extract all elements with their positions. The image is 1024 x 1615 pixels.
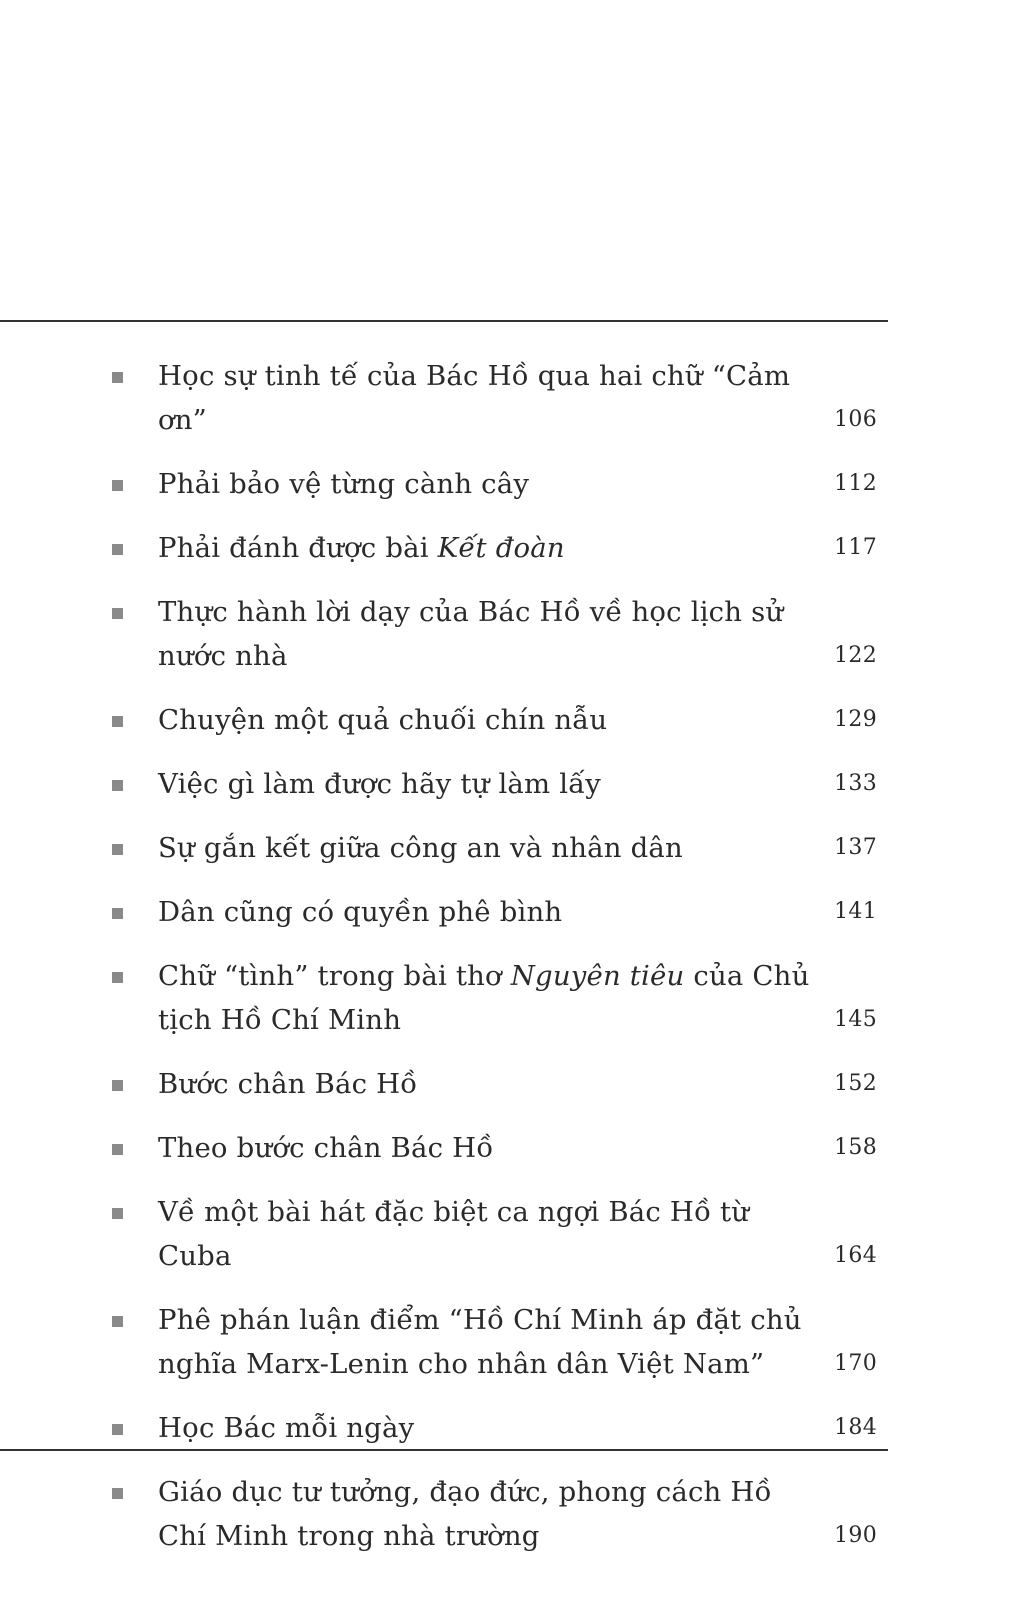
toc-entry-title <box>158 526 828 570</box>
toc-entry-title-text: Phê phán luận điểm “Hồ Chí Minh áp đặt chủ nghĩa Marx-Lenin cho nhân dân Việt Nam” <box>158 1304 802 1380</box>
toc-entry[interactable] <box>0 826 888 890</box>
toc-entry-title <box>158 1406 828 1450</box>
toc-entry-page-number: 152 <box>834 1071 877 1096</box>
toc-entry-page-number: 141 <box>834 899 877 924</box>
top-divider <box>0 320 888 322</box>
square-bullet-icon <box>112 780 123 791</box>
toc-entry-title-text: Thực hành lời dạy của Bác Hồ về học lịch sử nước nhà <box>158 596 784 672</box>
toc-entry-title <box>158 954 828 1042</box>
square-bullet-icon <box>112 1424 123 1435</box>
square-bullet-icon <box>112 972 123 983</box>
toc-entry-title-text: Bước chân Bác Hồ <box>158 1068 418 1100</box>
square-bullet-icon <box>112 1144 123 1155</box>
toc-entry-title <box>158 698 828 742</box>
toc-entry[interactable] <box>0 1406 888 1470</box>
toc-entry-title-text: Về một bài hát đặc biệt ca ngợi Bác Hồ từ Cuba <box>158 1196 750 1272</box>
square-bullet-icon <box>112 844 123 855</box>
toc-entry-page-number: 112 <box>834 471 877 496</box>
toc-entry[interactable] <box>0 1126 888 1190</box>
toc-entry[interactable] <box>0 698 888 762</box>
toc-entry-title <box>158 1062 828 1106</box>
toc-entry-page-number: 137 <box>834 835 877 860</box>
toc-entry-title-text: Giáo dục tư tưởng, đạo đức, phong cách Hồ Chí Minh trong nhà trường <box>158 1476 772 1552</box>
toc-entry-title-text: Học Bác mỗi ngày <box>158 1412 415 1444</box>
toc-entry-title-text: Chữ “tình” trong bài thơ <box>158 960 511 992</box>
toc-entry-page-number: 184 <box>834 1415 877 1440</box>
toc-entry-page-number: 145 <box>834 1007 877 1032</box>
toc-entry-title <box>158 890 828 934</box>
toc-entry-page-number: 106 <box>834 407 877 432</box>
toc-entry-title-text: Sự gắn kết giữa công an và nhân dân <box>158 832 683 864</box>
square-bullet-icon <box>112 1488 123 1499</box>
toc-entry-title <box>158 826 828 870</box>
toc-entry-title-text: Học sự tinh tế của Bác Hồ qua hai chữ “Cảm ơn” <box>158 360 791 436</box>
bottom-divider <box>0 1449 888 1451</box>
square-bullet-icon <box>112 608 123 619</box>
toc-entry-title <box>158 1190 828 1278</box>
square-bullet-icon <box>112 716 123 727</box>
toc-entry-title <box>158 462 828 506</box>
toc-entry-title <box>158 1126 828 1170</box>
toc-entry[interactable] <box>0 590 888 698</box>
table-of-contents <box>0 354 888 1578</box>
toc-entry-page-number: 122 <box>834 643 877 668</box>
toc-entry[interactable] <box>0 526 888 590</box>
toc-entry-title-text: Việc gì làm được hãy tự làm lấy <box>158 768 602 800</box>
square-bullet-icon <box>112 1316 123 1327</box>
toc-entry-page-number: 164 <box>834 1243 877 1268</box>
toc-entry[interactable] <box>0 1062 888 1126</box>
square-bullet-icon <box>112 544 123 555</box>
toc-entry-title-italic: Nguyên tiêu <box>510 960 685 992</box>
toc-entry[interactable] <box>0 1470 888 1578</box>
toc-entry-title <box>158 1470 828 1558</box>
toc-entry-title <box>158 762 828 806</box>
toc-entry-page-number: 158 <box>834 1135 877 1160</box>
toc-entry-title-text: Phải bảo vệ từng cành cây <box>158 468 530 500</box>
toc-entry[interactable] <box>0 890 888 954</box>
toc-entry-page-number: 170 <box>834 1351 877 1376</box>
square-bullet-icon <box>112 480 123 491</box>
toc-entry-page-number: 133 <box>834 771 877 796</box>
toc-entry-title-text: Dân cũng có quyền phê bình <box>158 896 563 928</box>
toc-entry-page-number: 129 <box>834 707 877 732</box>
toc-entry-title <box>158 590 828 678</box>
square-bullet-icon <box>112 1080 123 1091</box>
toc-entry-title-italic: Kết đoàn <box>437 532 565 564</box>
toc-entry[interactable] <box>0 762 888 826</box>
toc-entry-title-text: Theo bước chân Bác Hồ <box>158 1132 494 1164</box>
toc-entry-title <box>158 1298 828 1386</box>
toc-entry-page-number: 190 <box>834 1523 877 1548</box>
toc-entry-title-text: Phải đánh được bài <box>158 532 438 564</box>
toc-entry[interactable] <box>0 1190 888 1298</box>
square-bullet-icon <box>112 908 123 919</box>
toc-entry[interactable] <box>0 462 888 526</box>
toc-entry-page-number: 117 <box>834 535 877 560</box>
toc-entry-title-text: Chuyện một quả chuối chín nẫu <box>158 704 608 736</box>
square-bullet-icon <box>112 1208 123 1219</box>
toc-entry[interactable] <box>0 354 888 462</box>
square-bullet-icon <box>112 372 123 383</box>
toc-entry-title-text: của Chủ tịch Hồ Chí Minh <box>158 960 810 1036</box>
toc-entry[interactable] <box>0 954 888 1062</box>
toc-entry[interactable] <box>0 1298 888 1406</box>
toc-entry-title <box>158 354 828 442</box>
